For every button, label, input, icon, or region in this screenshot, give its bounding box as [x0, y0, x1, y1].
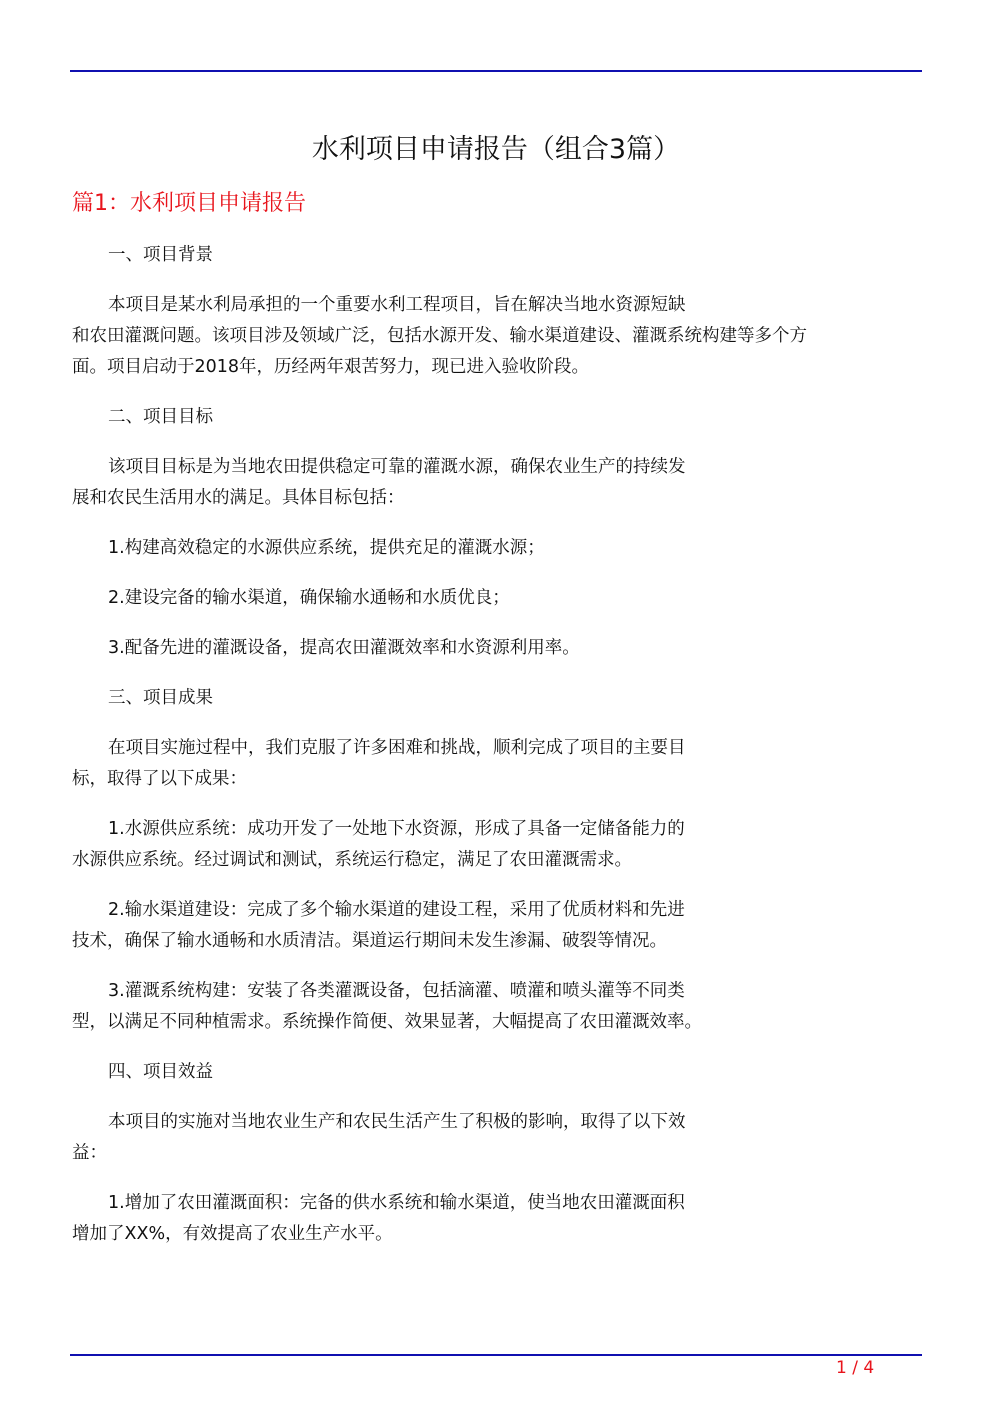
text-line: 2.输水渠道建设：完成了多个输水渠道的建设工程，采用了优质材料和先进: [108, 900, 685, 920]
paragraph: [72, 1107, 922, 1169]
text-line: 一、项目背景: [108, 245, 213, 265]
text-line: 本项目是某水利局承担的一个重要水利工程项目，旨在解决当地水资源短缺: [108, 295, 686, 315]
paragraph: [72, 1188, 922, 1250]
text-line: 水源供应系统。经过调试和测试，系统运行稳定，满足了农田灌溉需求。: [72, 850, 632, 870]
subheading: [72, 683, 922, 714]
text-line: 面。项目启动于2018年，历经两年艰苦努力，现已进入验收阶段。: [72, 357, 590, 377]
text-line: 本项目的实施对当地农业生产和农民生活产生了积极的影响，取得了以下效: [108, 1112, 686, 1132]
text-line: 1.构建高效稳定的水源供应系统，提供充足的灌溉水源；: [108, 538, 545, 558]
subheading: [72, 1057, 922, 1088]
text-line: 四、项目效益: [108, 1062, 213, 1082]
paragraph: [72, 633, 922, 664]
subheading: [72, 402, 922, 433]
text-line: 展和农民生活用水的满足。具体目标包括：: [72, 488, 405, 508]
paragraph: [72, 814, 922, 876]
section-heading: 篇1：水利项目申请报告: [72, 191, 306, 216]
paragraph: [72, 583, 922, 614]
text-line: 在项目实施过程中，我们克服了许多困难和挑战，顺利完成了项目的主要目: [108, 738, 686, 758]
text-line: 益：: [72, 1143, 107, 1163]
text-line: 增加了XX%，有效提高了农业生产水平。: [72, 1224, 393, 1244]
paragraph: [72, 533, 922, 564]
text-line: 标，取得了以下成果：: [72, 769, 247, 789]
text-line: 二、项目目标: [108, 407, 213, 427]
header-rule: [70, 70, 922, 72]
text-line: 技术，确保了输水通畅和水质清洁。渠道运行期间未发生渗漏、破裂等情况。: [72, 931, 667, 951]
text-line: 2.建设完备的输水渠道，确保输水通畅和水质优良；: [108, 588, 510, 608]
paragraph: [72, 452, 922, 514]
text-line: 1.增加了农田灌溉面积：完备的供水系统和输水渠道，使当地农田灌溉面积: [108, 1193, 685, 1213]
text-line: 1.水源供应系统：成功开发了一处地下水资源，形成了具备一定储备能力的: [108, 819, 685, 839]
paragraph: [72, 895, 922, 957]
text-line: 该项目目标是为当地农田提供稳定可靠的灌溉水源，确保农业生产的持续发: [108, 457, 686, 477]
paragraph: [72, 976, 922, 1038]
text-line: 3.灌溉系统构建：安装了各类灌溉设备，包括滴灌、喷灌和喷头灌等不同类: [108, 981, 685, 1001]
text-line: 型，以满足不同种植需求。系统操作简便、效果显著，大幅提高了农田灌溉效率。: [72, 1012, 702, 1032]
text-line: 三、项目成果: [108, 688, 213, 708]
document-title: 水利项目申请报告（组合3篇）: [311, 134, 681, 165]
text-line: 和农田灌溉问题。该项目涉及领域广泛，包括水源开发、输水渠道建设、灌溉系统构建等多个方: [72, 326, 807, 346]
footer-rule: [70, 1354, 922, 1356]
page-indicator: 1 / 4: [836, 1358, 875, 1378]
document-body: [72, 240, 922, 1269]
text-line: 3.配备先进的灌溉设备，提高农田灌溉效率和水资源利用率。: [108, 638, 580, 658]
subheading: [72, 240, 922, 271]
paragraph: [72, 733, 922, 795]
paragraph: [72, 290, 922, 383]
